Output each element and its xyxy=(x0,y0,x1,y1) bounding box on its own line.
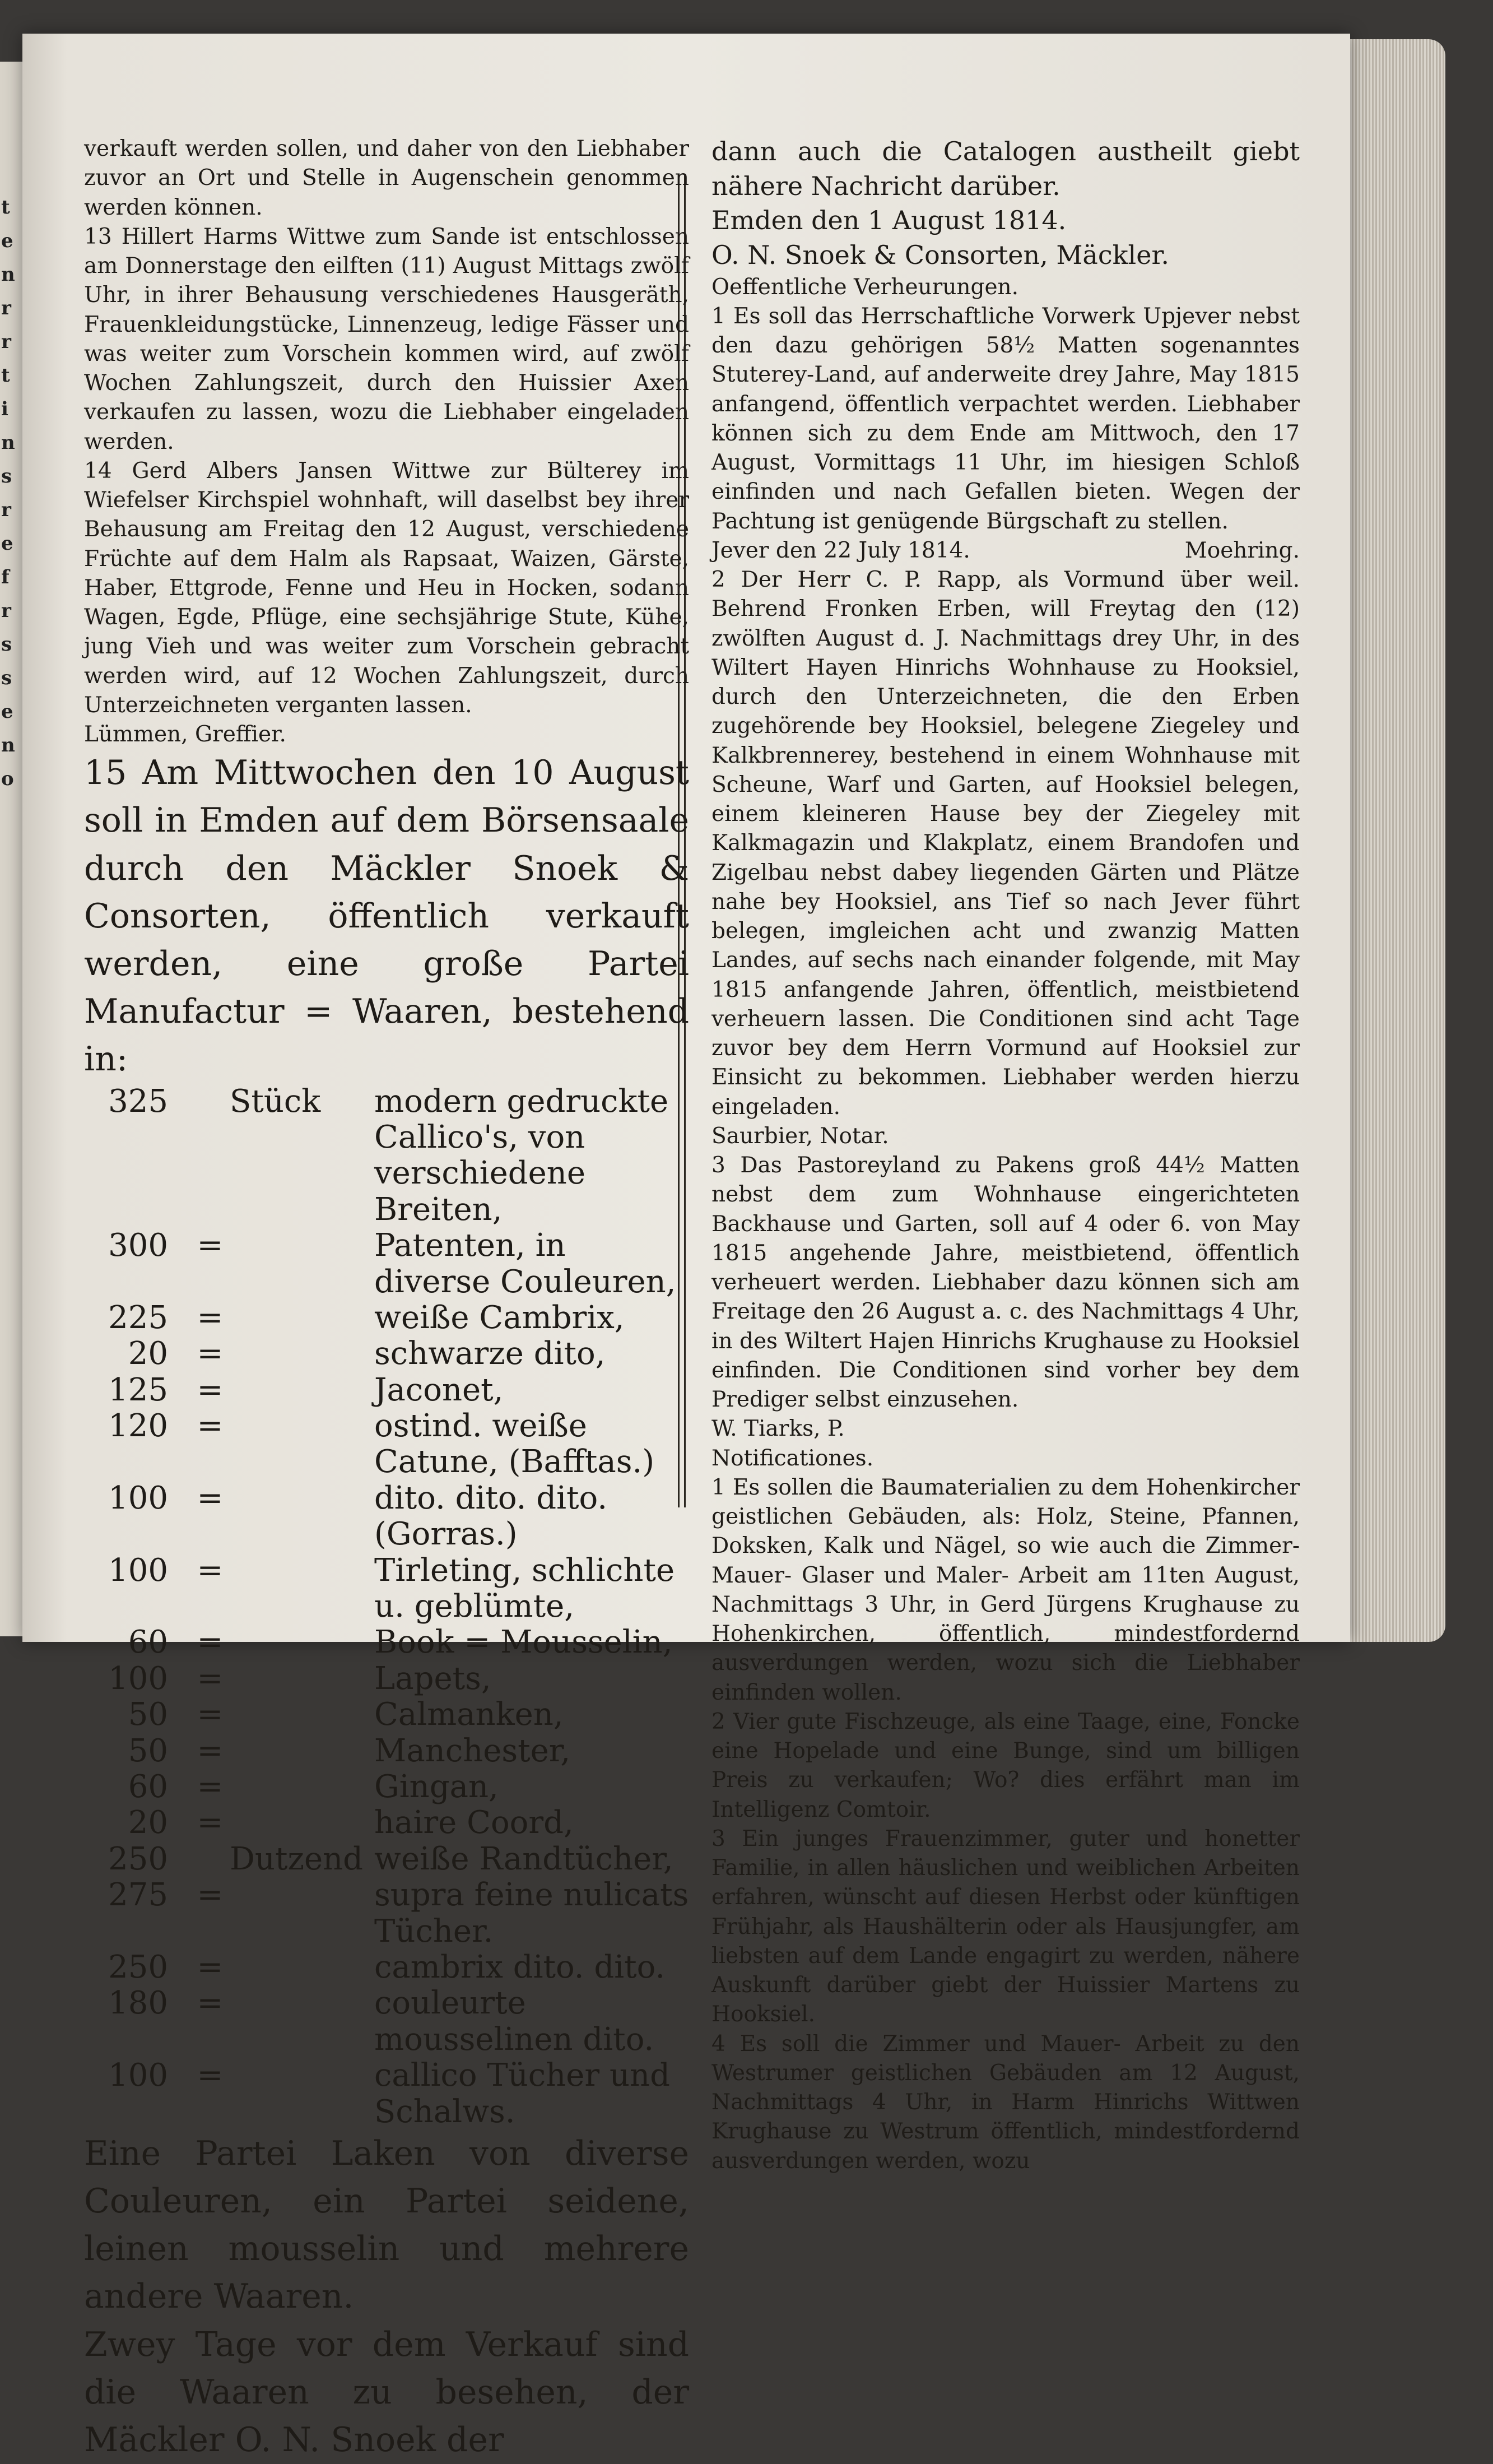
goods-row xyxy=(84,1228,689,1300)
margin-fragment: s xyxy=(1,667,12,689)
goods-description: supra feine nulicats Tücher. xyxy=(374,1877,689,1950)
goods-ditto-mark: = xyxy=(197,1660,224,1697)
goods-row xyxy=(84,1841,689,1877)
goods-unit xyxy=(230,1950,374,1985)
rc-date-line: Emden den 1 August 1814. xyxy=(711,205,1067,236)
margin-fragment: i xyxy=(1,398,8,420)
goods-row xyxy=(84,1553,689,1625)
goods-quantity: 250 xyxy=(108,1840,168,1877)
goods-unit xyxy=(230,1877,374,1950)
goods-ditto-mark: = xyxy=(197,1299,224,1336)
goods-description: ostind. weiße Catune, (Bafftas.) xyxy=(374,1408,655,1481)
lc-signature: Lümmen, Greffier. xyxy=(84,722,286,747)
margin-fragment: r xyxy=(1,297,11,319)
goods-ditto-mark xyxy=(190,1841,230,1877)
goods-unit xyxy=(230,1300,374,1336)
margin-fragment: e xyxy=(1,700,13,723)
goods-description: schwarze dito, xyxy=(374,1335,606,1372)
rc-verheurung-3: 3 Das Pastoreyland zu Pakens groß 44½ Matten nebst dem zum Wohnhause eingerichteten Backhause und Garten, soll auf 4 oder 6. von May 1815 angehende Jahre, meistbietend, öffentlich verheuert werden. Liebhaber dazu können sich am Freitage den 26 August a. c. des Nachmittags 4 Uhr, in des Wiltert Hajen Hinrichs Krughause zu Hooksiel einfinden. Die Conditionen sind vorher bey dem Prediger selbst einzusehen. xyxy=(711,1153,1300,1412)
goods-unit xyxy=(230,1408,374,1481)
goods-unit xyxy=(230,1769,374,1805)
goods-row xyxy=(84,1156,689,1228)
goods-description: weiße Cambrix, xyxy=(374,1299,625,1336)
goods-unit xyxy=(230,1156,374,1228)
lc-paragraph-1: verkauft werden sollen, und daher von den Liebhaber zuvor an Ort und Stelle in Augenschein genommen werden können. xyxy=(84,136,689,220)
rc-verheurung-2: 2 Der Herr C. P. Rapp, als Vormund über weil. Behrend Fronken Erben, will Freytag den (12) zwölften August d. J. Nachmittags drey Uhr, in des Wiltert Hayen Hinrichs Wohnhause zu Hooksiel, durch den Unterzeichneten, die den Erben zugehörende bey Hooksiel, belegene Ziegeley und Kalkbrennerey, bestehend in einem Wohnhause mit Scheune, Warf und Garten, auf Hooksiel belegen, einem kleineren Hause bey der Ziegeley mit Kalkmagazin und Klakplatz, einem Brandofen und Zigelbau nebst dabey liegenden Gärten und Plätze nahe bey Hooksiel, ans Tief so nach Jever führt belegen, imgleichen acht und zwanzig Matten Landes, auf sechs nach einander folgende, mit May 1815 anfangende Jahren, öffentlich, meistbietend verheuern lassen. Die Conditionen sind acht Tage zuvor bey dem Herrn Vormund auf Hooksiel zur Einsicht zu bekommen. Liebhaber werden hierzu eingeladen. xyxy=(711,567,1300,1120)
rc-notification-1: 1 Es sollen die Baumaterialien zu dem Hohenkircher geistlichen Gebäuden, als: Holz, Steine, Pfannen, Doksken, Kalk und Nägel, so wie auch die Zimmer- Mauer- Glaser und Maler- Arbeit am 11ten August, Nachmittags 3 Uhr, in Gerd Jürgens Krughause zu Hohenkirchen, öffentlich, mindestfordernd ausverdungen werden, wozu sich die Liebhaber einfinden wollen. xyxy=(711,1474,1300,1705)
margin-fragment: s xyxy=(1,633,12,656)
goods-unit xyxy=(230,1336,374,1372)
goods-description: Patenten, in diverse Couleuren, xyxy=(374,1227,676,1300)
goods-description: callico Tücher und Schalws. xyxy=(374,2057,670,2130)
lc-paragraph-partei: Eine Partei Laken von diverse Couleuren, ein Partei seidene, leinen mousselin und mehrere andere Waaren. xyxy=(84,2133,689,2317)
goods-description: Jaconet, xyxy=(374,1371,504,1408)
margin-fragment: t xyxy=(1,364,10,387)
goods-ditto-mark: = xyxy=(197,1624,224,1661)
goods-unit xyxy=(230,2058,374,2130)
goods-ditto-mark: = xyxy=(197,1948,224,1985)
left-page-edge xyxy=(0,62,22,1636)
goods-unit: Dutzend xyxy=(230,1840,364,1877)
goods-description: verschiedene Breiten, xyxy=(374,1155,585,1228)
goods-unit xyxy=(230,1481,374,1553)
goods-description: Tirleting, schlichte u. geblümte, xyxy=(374,1552,675,1625)
goods-ditto-mark: = xyxy=(197,1335,224,1372)
goods-quantity: 100 xyxy=(108,1479,168,1516)
goods-unit xyxy=(230,1733,374,1769)
goods-quantity: 300 xyxy=(108,1227,168,1264)
goods-description: couleurte mousselinen dito. xyxy=(374,1985,654,2058)
margin-fragment: t xyxy=(1,196,10,219)
goods-unit xyxy=(230,1805,374,1841)
rc-notification-3: 3 Ein junges Frauenzimmer, guter und honetter Familie, in allen häuslichen und weiblichen Arbeiten erfahren, wünscht auf diesen Herbst oder künftigen Frühjahr, als Haushälterin oder als Hausjungfer, am liebsten auf dem Lande engagirt zu werden, nähere Auskunft darüber giebt der Huissier Martens zu Hooksiel. xyxy=(711,1826,1300,2027)
goods-quantity: 100 xyxy=(108,1660,168,1697)
goods-description: Manchester, xyxy=(374,1732,571,1769)
goods-unit xyxy=(230,1228,374,1300)
margin-fragment: s xyxy=(1,465,12,488)
goods-quantity: 180 xyxy=(108,1985,168,2022)
newspaper-page xyxy=(22,34,1350,2460)
goods-quantity: 250 xyxy=(108,1948,168,1985)
goods-row xyxy=(84,1733,689,1769)
goods-ditto-mark xyxy=(190,1084,230,1156)
goods-row xyxy=(84,1805,689,1841)
lc-notice-15: 15 Am Mittwochen den 10 August soll in Emden auf dem Börsensaale durch den Mäckler Snoek & Consorten, öffentlich verkauft werden, eine große Partei Manufactur = Waaren, bestehend in: xyxy=(84,753,689,1079)
goods-unit xyxy=(230,1985,374,2058)
goods-ditto-mark: = xyxy=(197,1732,224,1769)
lc-notice-14: 14 Gerd Albers Jansen Wittwe zur Bülterey im Wiefelser Kirchspiel wohnhaft, will daselbst bey ihrer Behausung am Freitag den 12 August, verschiedene Früchte auf dem Halm als Rapsaat, Waizen, Gärste, Haber, Ettgrode, Fenne und Heu in Hocken, sodann Wagen, Egde, Pflüge, eine sechsjährige Stute, Kühe, jung Vieh und was weiter zum Vorschein gebracht werden wird, auf 12 Wochen Zahlungszeit, durch Unterzeichneten verganten lassen. xyxy=(84,458,689,718)
goods-row xyxy=(84,1661,689,1697)
goods-unit xyxy=(230,1625,374,1660)
goods-quantity: 60 xyxy=(128,1624,168,1661)
rc-verheurung-1-place xyxy=(711,536,1300,565)
goods-description: haire Coord, xyxy=(374,1804,574,1841)
goods-description: Lapets, xyxy=(374,1660,491,1697)
goods-description: modern gedruckte Callico's, von xyxy=(374,1083,669,1156)
goods-row xyxy=(84,1769,689,1805)
goods-row xyxy=(84,1408,689,1481)
margin-fragment: n xyxy=(1,431,15,454)
goods-quantity: 125 xyxy=(108,1371,168,1408)
goods-quantity: 100 xyxy=(108,1552,168,1589)
goods-unit xyxy=(230,1372,374,1408)
goods-ditto-mark: = xyxy=(197,1479,224,1516)
margin-fragment: r xyxy=(1,331,11,353)
margin-fragment: r xyxy=(1,499,11,521)
goods-description: Gingan, xyxy=(374,1768,499,1805)
rc-verheurung-1: 1 Es soll das Herrschaftliche Vorwerk Upjever nebst den dazu gehörigen 58½ Matten sogenanntes Stuterey-Land, auf anderweite drey Jahre, May 1815 anfangend, öffentlich verpachtet werden. Liebhaber können sich zu dem Ende am Mittwoch, den 17 August, Vormittags 11 Uhr, im hiesigen Schloß einfinden und nach Gefallen bieten. Wegen der Pachtung ist genügende Bürgschaft zu stellen. xyxy=(711,303,1300,534)
goods-quantity: 20 xyxy=(128,1335,168,1372)
goods-ditto-mark: = xyxy=(197,1552,224,1589)
goods-unit xyxy=(230,1661,374,1697)
goods-quantity: 275 xyxy=(108,1877,168,1914)
rc-heading-verheurungen: Oeffentliche Verheurungen. xyxy=(711,274,1019,300)
goods-ditto-mark: = xyxy=(197,1877,224,1914)
rc-paragraph-1: dann auch die Catalogen austheilt giebt nähere Nachricht darüber. xyxy=(711,136,1300,201)
margin-fragment: r xyxy=(1,600,11,622)
goods-row xyxy=(84,1697,689,1733)
lc-paragraph-besehen: Zwey Tage vor dem Verkauf sind die Waaren zu besehen, der Mäckler O. N. Snoek der xyxy=(84,2324,689,2460)
margin-fragment: f xyxy=(1,566,10,588)
lc-notice-13: 13 Hillert Harms Wittwe zum Sande ist entschlossen am Donnerstage den eilften (11) August Mittags zwölf Uhr, in ihrer Behausung verschiedenes Hausgeräth, Frauenkleidungstücke, Linnenzeug, ledige Fässer und was weiter zum Vorschein kommen wird, auf zwölf Wochen Zahlungszeit, durch den Huissier Axen verkaufen zu lassen, wozu die Liebhaber eingeladen werden. xyxy=(84,224,689,454)
right-column xyxy=(711,134,1300,2176)
goods-quantity: 120 xyxy=(108,1408,168,1445)
goods-description: Calmanken, xyxy=(374,1696,564,1733)
margin-fragment: n xyxy=(1,734,15,757)
goods-ditto-mark: = xyxy=(197,1227,224,1264)
goods-ditto-mark: = xyxy=(197,1696,224,1733)
goods-ditto-mark: = xyxy=(197,1408,224,1445)
margin-fragment: o xyxy=(1,768,14,790)
goods-row xyxy=(84,1625,689,1660)
goods-description: cambrix dito. dito. xyxy=(374,1948,666,1985)
goods-row xyxy=(84,1481,689,1553)
goods-ditto-mark: = xyxy=(197,1371,224,1408)
goods-row xyxy=(84,1372,689,1408)
goods-ditto-mark: = xyxy=(197,2057,224,2094)
goods-quantity: 100 xyxy=(108,2057,168,2094)
book-page-stack xyxy=(1333,39,1445,1642)
goods-row xyxy=(84,2058,689,2130)
goods-ditto-mark: = xyxy=(197,1768,224,1805)
goods-unit xyxy=(230,1553,374,1625)
rc-broker: O. N. Snoek & Consorten, Mäckler. xyxy=(711,239,1169,270)
goods-row xyxy=(84,1084,689,1156)
goods-description: weiße Randtücher, xyxy=(374,1840,673,1877)
goods-ditto-mark: = xyxy=(197,1804,224,1841)
goods-description: Book = Mousselin, xyxy=(374,1624,673,1661)
goods-quantity: 50 xyxy=(128,1732,168,1769)
goods-ditto-mark: = xyxy=(197,1985,224,2022)
goods-description: dito. dito. dito. (Gorras.) xyxy=(374,1479,608,1553)
rc-verheurung-1-date: Jever den 22 July 1814. xyxy=(711,537,970,563)
margin-fragment: n xyxy=(1,263,15,286)
goods-quantity: 60 xyxy=(128,1768,168,1805)
rc-verheurung-3-signature: W. Tiarks, P. xyxy=(711,1416,845,1442)
goods-row xyxy=(84,1300,689,1336)
goods-row xyxy=(84,1985,689,2058)
rc-notification-4: 4 Es soll die Zimmer und Mauer- Arbeit zu den Westrumer geistlichen Gebäuden am 12 August, Nachmittags 4 Uhr, in Harm Hinrichs Wittwen Krughause zu Westrum öffentlich, mindestfordernd ausverdungen werden, wozu xyxy=(711,2031,1300,2174)
goods-quantity: 325 xyxy=(108,1083,168,1120)
left-margin-fragments xyxy=(1,196,18,801)
goods-row xyxy=(84,1336,689,1372)
rc-verheurung-2-signature: Saurbier, Notar. xyxy=(711,1123,889,1149)
rc-verheurung-1-signature: Moehring. xyxy=(1184,537,1300,563)
goods-quantity: 20 xyxy=(128,1804,168,1841)
goods-row xyxy=(84,1877,689,1950)
goods-ditto-mark xyxy=(190,1156,230,1228)
goods-quantity: 50 xyxy=(128,1696,168,1733)
margin-fragment: e xyxy=(1,230,13,252)
rc-notification-2: 2 Vier gute Fischzeuge, als eine Taage, eine, Foncke eine Hopelade und eine Bunge, sind um billigen Preis zu verkaufen; Wo? dies erfährt man im Intelligenz Comtoir. xyxy=(711,1709,1300,1822)
left-column xyxy=(84,134,689,2464)
rc-heading-notificationes: Notificationes. xyxy=(711,1445,874,1471)
goods-unit xyxy=(230,1697,374,1733)
margin-fragment: e xyxy=(1,532,13,555)
goods-row xyxy=(84,1950,689,1985)
goods-quantity: 225 xyxy=(108,1299,168,1336)
goods-list xyxy=(84,1084,689,2130)
goods-quantity xyxy=(84,1156,190,1228)
goods-unit: Stück xyxy=(230,1083,321,1120)
